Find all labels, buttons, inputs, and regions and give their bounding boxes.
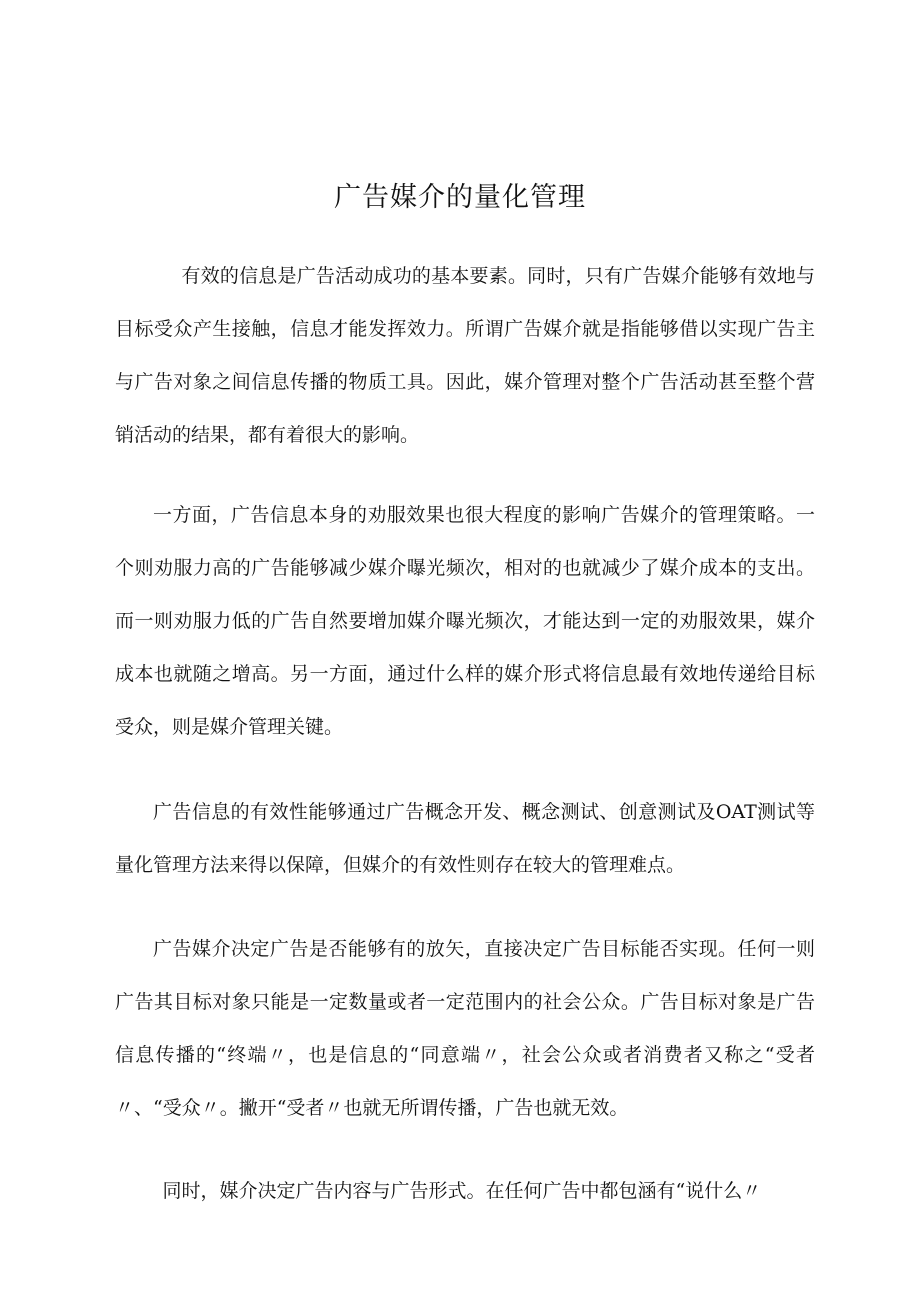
paragraph-4: 广告媒介决定广告是否能够有的放矢，直接决定广告目标能否实现。任何一则广告其目标对象只能是一定数量或者一定范围内的社会公众。广告目标对象是广告信息传播的“终端〃，也是信息的“同意端〃，社会公众或者消费者又称之“受者〃、“受众〃。撇开“受者〃也就无所谓传播，广告也就无效。 bbox=[115, 938, 815, 1119]
paragraph-5: 同时，媒介决定广告内容与广告形式。在任何广告中都包涵有“说什么〃 bbox=[162, 1180, 762, 1202]
paragraph-2: 一方面，广告信息本身的劝服效果也很大程度的影响广告媒介的管理策略。一个则劝服力高的广告能够减少媒介曝光频次，相对的也就减少了媒介成本的支出。而一则劝服力低的广告自然要增加媒介曝光频次，才能达到一定的劝服效果，媒介成本也就随之增高。另一方面，通过什么样的媒介形式将信息最有效地传递给目标受众，则是媒介管理关键。 bbox=[115, 504, 815, 738]
paragraph-3: 广告信息的有效性能够通过广告概念开发、概念测试、创意测试及OAT测试等量化管理方法来得以保障，但媒介的有效性则存在较大的管理难点。 bbox=[115, 801, 815, 876]
paragraph-1: 有效的信息是广告活动成功的基本要素。同时，只有广告媒介能够有效地与目标受众产生接触，信息才能发挥效力。所谓广告媒介就是指能够借以实现广告主与广告对象之间信息传播的物质工具。因此，媒介管理对整个广告活动甚至整个营销活动的结果，都有着很大的影响。 bbox=[115, 265, 815, 446]
document-title: 广告媒介的量化管理 bbox=[334, 182, 586, 213]
